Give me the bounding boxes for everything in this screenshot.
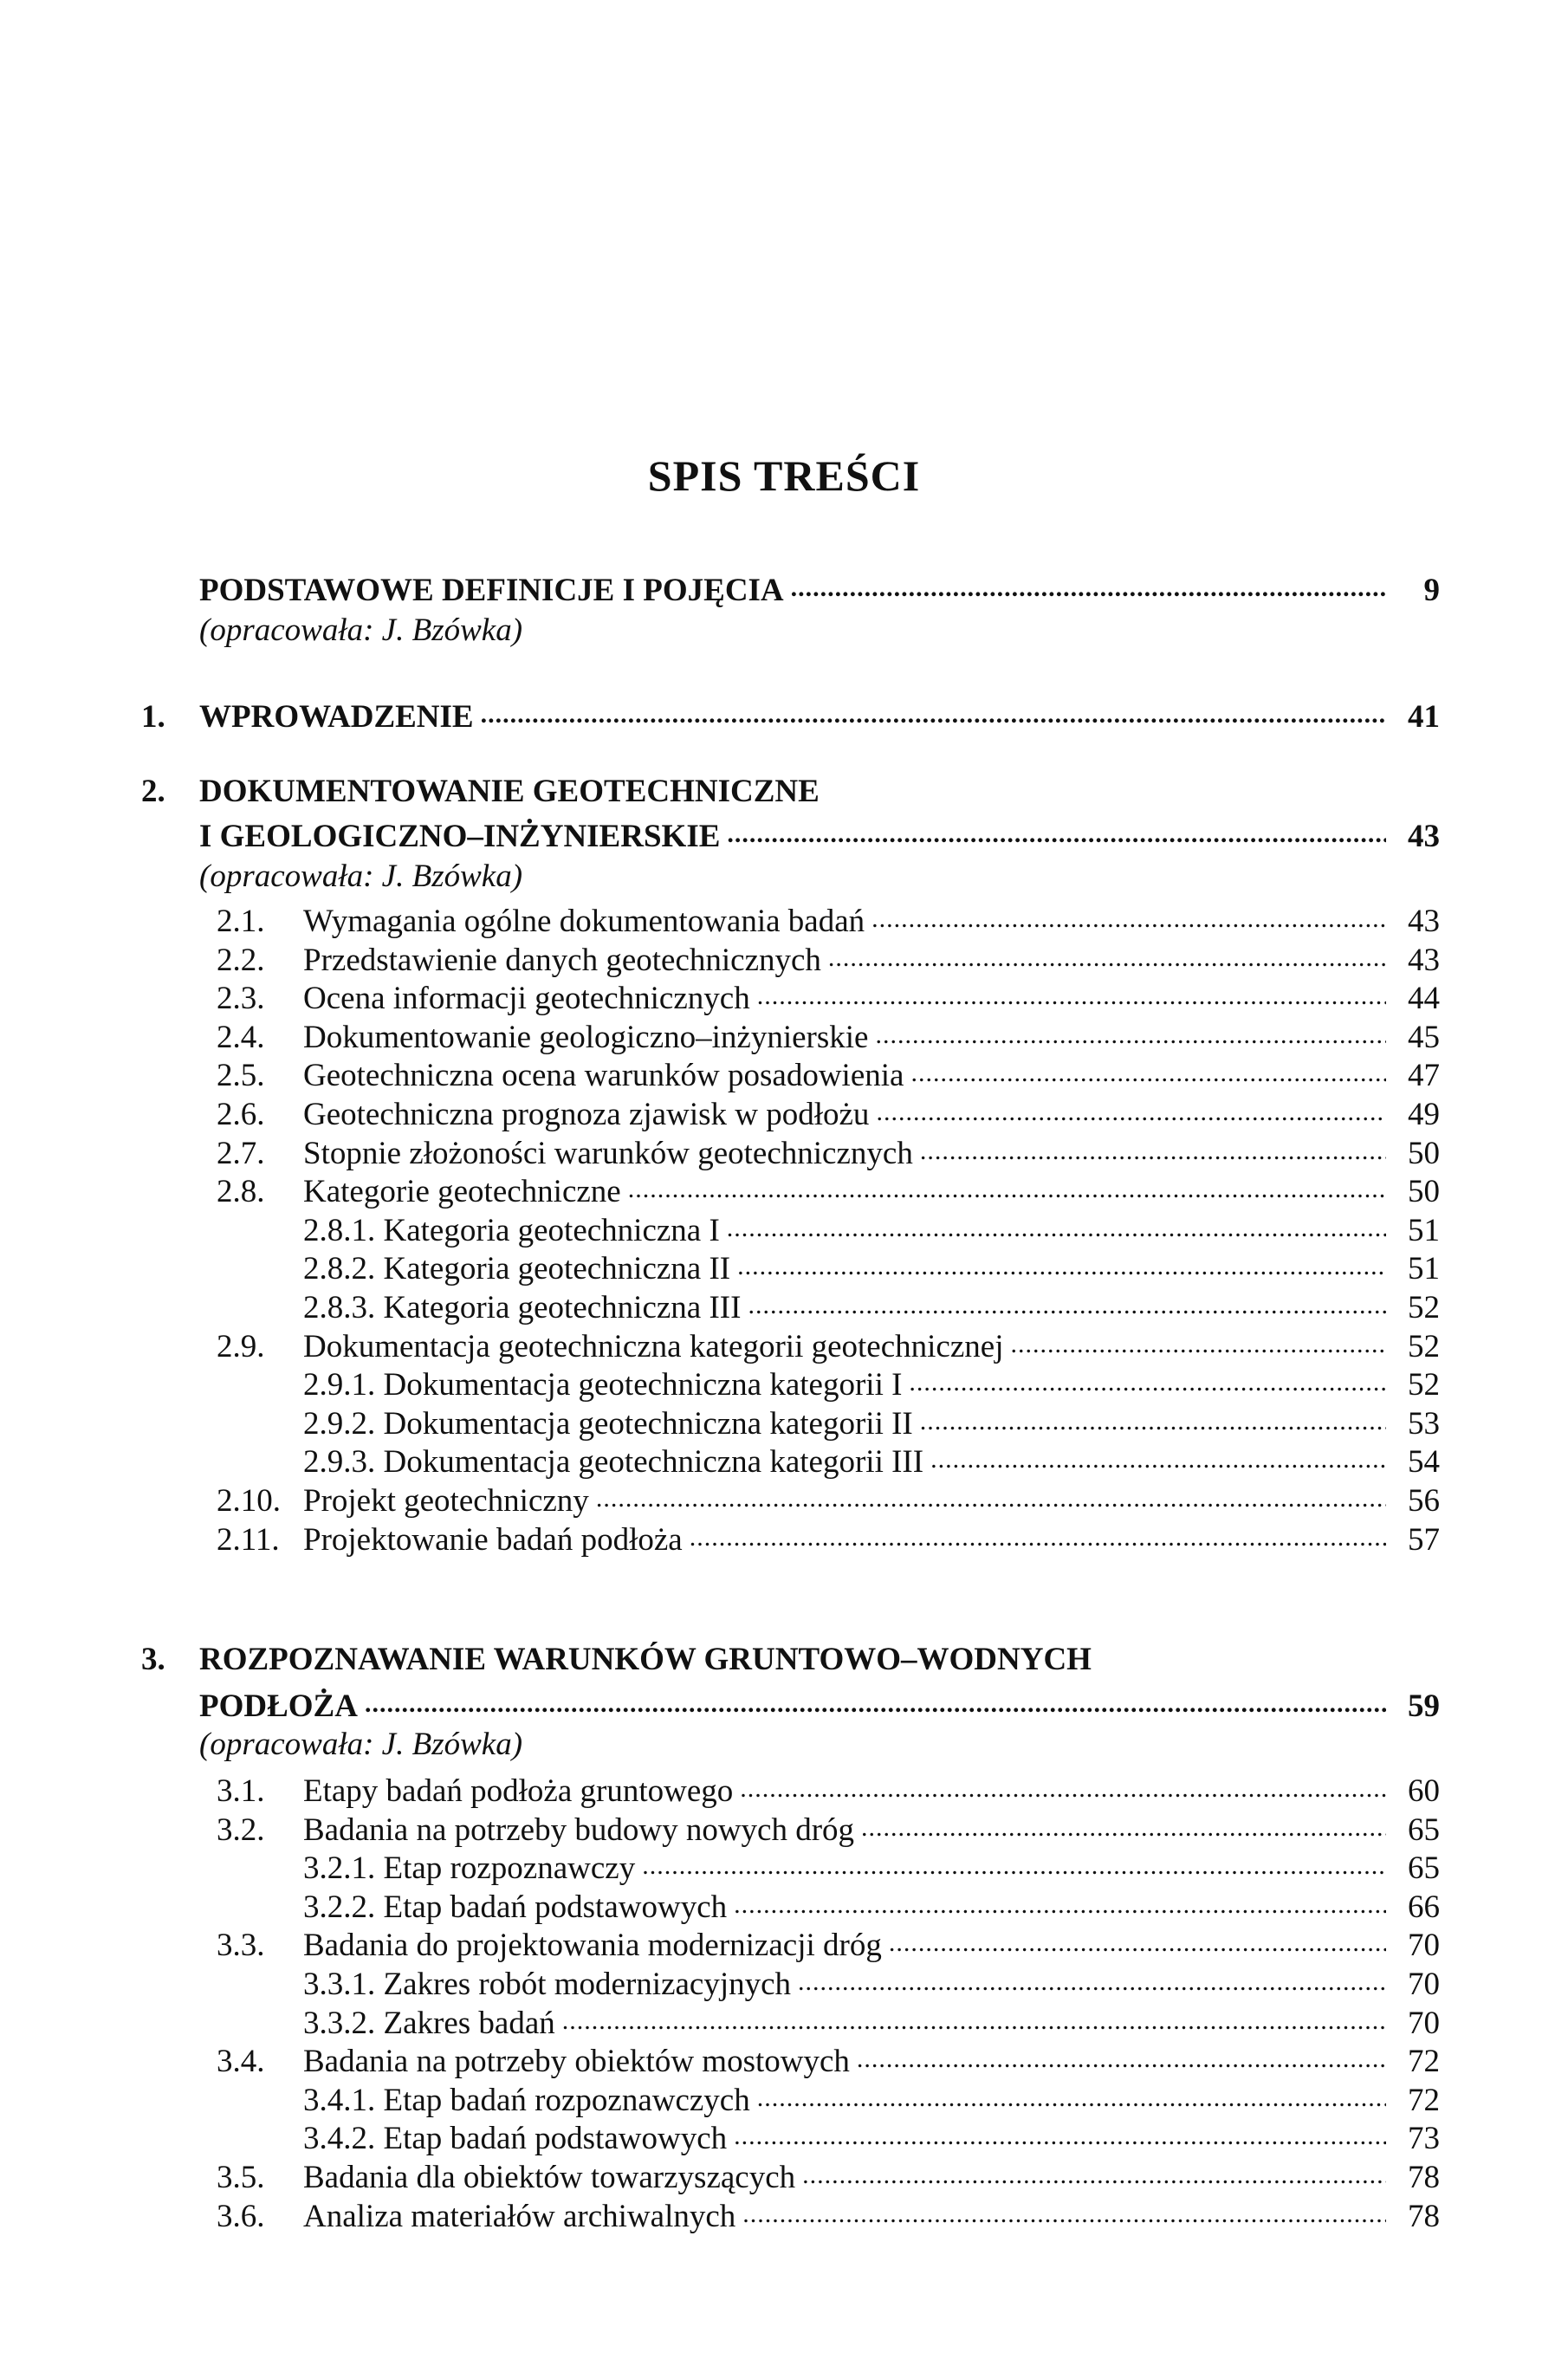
toc-entry-label: Etapy badań podłoża gruntowego [303,1773,734,1809]
toc-entry-number: 3.3. [217,1928,265,1964]
toc-entry[interactable] [303,2189,1440,2233]
toc-page-number: 66 [1408,1889,1440,1925]
toc-page-number: 57 [1408,1521,1440,1558]
toc-entry-number: 2.5. [217,1058,265,1094]
toc-entry-number: 3.4.1. [303,2082,376,2118]
toc-entry[interactable] [303,933,1440,976]
toc-entry-text: Etap badań podstawowych [383,1889,728,1925]
toc-leader-dots [690,1525,1386,1551]
toc-page-number: 52 [1408,1367,1440,1403]
toc-leader-dots [481,702,1386,728]
toc-leader-dots [876,1099,1386,1125]
toc-page-number: 50 [1408,1174,1440,1210]
toc-entry[interactable] [303,1048,1440,1092]
toc-page-number: 49 [1408,1097,1440,1132]
toc-page-number: 72 [1408,2082,1440,2118]
toc-entry-number: 2.8.3. [303,1290,376,1325]
toc-page-number: 47 [1408,1058,1440,1094]
toc-page-number: 54 [1408,1444,1440,1481]
toc-page-number: 43 [1408,819,1440,854]
chapter-title-line: ROZPOZNAWANIE WARUNKÓW GRUNTOWO–WODNYCH [199,1642,1092,1677]
toc-entry-text: Kategoria geotechniczna II [383,1251,731,1287]
toc-page-number: 51 [1408,1212,1440,1248]
toc-entry[interactable] [303,971,1440,1017]
toc-entry[interactable] [303,1996,1440,2039]
toc-leader-dots [791,575,1386,601]
toc-entry[interactable] [303,1841,1440,1887]
toc-entry-definitions[interactable] [199,563,1440,606]
toc-entry-number: 3.3.1. [303,1967,376,2002]
toc-entry[interactable] [303,1164,1440,1208]
toc-entry-text: Etap rozpoznawczy [383,1850,636,1887]
toc-entry-text: Kategoria geotechniczna III [383,1290,742,1325]
toc-leader-dots [737,1254,1386,1280]
toc-entry-text: Dokumentacja geotechniczna kategorii III [383,1444,924,1481]
toc-entry-label: Kategorie geotechniczne [303,1174,621,1210]
toc-entry-label: I GEOLOGICZNO–INŻYNIERSKIE [199,819,721,854]
toc-entry[interactable] [303,1319,1440,1363]
toc-leader-dots [857,2046,1386,2072]
toc-entry[interactable] [303,1957,1440,2000]
toc-entry[interactable] [303,2073,1440,2116]
toc-page-number: 41 [1408,699,1440,735]
toc-page-number: 70 [1408,1967,1440,2002]
toc-leader-dots [727,1215,1386,1241]
toc-entry-number: 3.2. [217,1811,265,1848]
toc-leader-dots [930,1447,1386,1473]
toc-leader-dots [748,1293,1386,1319]
toc-entry[interactable] [303,894,1440,937]
toc-leader-dots [802,2162,1386,2188]
toc-entry[interactable] [303,1764,1440,1807]
toc-entry-label: Stopnie złożoności warunków geotechnicznych [303,1135,913,1171]
toc-entry[interactable] [303,1513,1440,1556]
toc-entry[interactable] [303,1435,1440,1481]
toc-leader-dots [920,1409,1386,1435]
toc-leader-dots [365,1691,1386,1717]
toc-page-number: 60 [1408,1773,1440,1809]
toc-entry-label: WPROWADZENIE [199,699,474,735]
toc-entry[interactable] [303,1474,1440,1517]
toc-entry-number: 3.5. [217,2160,265,2195]
toc-entry-number: 2.9.1. [303,1367,376,1403]
toc-entry-text: Dokumentacja geotechniczna kategorii II [383,1405,913,1442]
toc-entry-number: 3.6. [217,2198,265,2234]
toc-entry-chapter-3[interactable] [199,1679,1440,1722]
toc-entry-number: 2.1. [217,904,265,939]
toc-page-number: 44 [1408,981,1440,1017]
toc-page-number: 73 [1408,2121,1440,2157]
author-note: (opracowała: J. Bzówka) [199,612,523,648]
toc-entry[interactable] [303,2111,1440,2155]
toc-entry-number: 3.2.1. [303,1850,376,1887]
toc-page-number: 56 [1408,1483,1440,1519]
toc-leader-dots [889,1930,1386,1956]
toc-entry-number: 2.9.3. [303,1444,376,1481]
toc-page-number: 72 [1408,2044,1440,2080]
toc-page-number: 51 [1408,1251,1440,1287]
toc-entry[interactable] [303,2034,1440,2080]
toc-page-number: 78 [1408,2198,1440,2234]
chapter-number: 2. [141,774,165,809]
toc-page-number: 78 [1408,2160,1440,2195]
author-note: (opracowała: J. Bzówka) [199,1727,523,1762]
toc-page-number: 43 [1408,904,1440,939]
toc-leader-dots [734,1892,1386,1918]
toc-leader-dots [742,2201,1386,2227]
toc-entry-number: 3.4. [217,2044,265,2080]
toc-entry-label: Projekt geotechniczny [303,1483,589,1519]
toc-entry[interactable] [303,1358,1440,1401]
toc-page-number: 52 [1408,1328,1440,1364]
toc-entry-number: 2.4. [217,1019,265,1055]
toc-leader-dots [734,2123,1386,2149]
chapter-number: 3. [141,1642,165,1677]
toc-entry-number: 2.11. [217,1521,280,1558]
toc-entry-chapter-1[interactable] [199,690,1440,733]
toc-entry-number: 2.8.2. [303,1251,376,1287]
toc-entry[interactable] [303,1280,1440,1324]
toc-entry[interactable] [303,1087,1440,1131]
page-title: SPIS TREŚCI [647,451,921,500]
toc-leader-dots [798,1969,1386,1995]
toc-entry-label: PODŁOŻA [199,1688,358,1724]
toc-entry-text: Etap badań podstawowych [383,2121,728,2157]
toc-entry-text: Kategoria geotechniczna I [383,1212,720,1248]
toc-entry-label: Dokumentacja geotechniczna kategorii geotechnicznej [303,1328,1004,1364]
toc-page-number: 70 [1408,2005,1440,2041]
toc-leader-dots [1010,1332,1386,1358]
toc-entry-label: Badania na potrzeby obiektów mostowych [303,2044,850,2080]
toc-entry-number: 2.7. [217,1135,265,1171]
toc-leader-dots [727,821,1386,847]
toc-entry-label: Badania do projektowania modernizacji dróg [303,1928,882,1964]
toc-leader-dots [642,1853,1386,1879]
toc-entry-text: Etap badań rozpoznawczych [383,2082,750,2118]
toc-leader-dots [861,1815,1386,1841]
toc-page-number: 52 [1408,1290,1440,1325]
toc-entry-label: Badania dla obiektów towarzyszących [303,2160,796,2195]
toc-leader-dots [828,945,1386,971]
toc-leader-dots [562,2008,1386,2034]
toc-entry[interactable] [303,1880,1440,1923]
author-note: (opracowała: J. Bzówka) [199,859,523,894]
toc-entry-text: Dokumentacja geotechniczna kategorii I [383,1367,903,1403]
toc-entry-label: Przedstawienie danych geotechnicznych [303,942,821,978]
toc-entry-label: Geotechniczna prognoza zjawisk w podłożu [303,1097,870,1132]
toc-entry-number: 2.2. [217,942,265,978]
toc-entry[interactable] [303,1918,1440,1964]
toc-entry-label: Wymagania ogólne dokumentowania badań [303,904,865,939]
toc-page-number: 50 [1408,1135,1440,1171]
toc-leader-dots [910,1060,1386,1086]
toc-entry-number: 2.8. [217,1174,265,1210]
toc-entry[interactable] [303,1203,1440,1247]
toc-page-number: 70 [1408,1928,1440,1964]
toc-entry-label: Ocena informacji geotechnicznych [303,981,750,1017]
toc-entry-number: 2.9.2. [303,1405,376,1442]
toc-entry-text: Zakres robót modernizacyjnych [383,1967,792,2002]
toc-page-number: 59 [1408,1688,1440,1724]
toc-entry-number: 3.3.2. [303,2005,376,2041]
toc-entry-number: 2.3. [217,981,265,1017]
toc-page-number: 53 [1408,1405,1440,1442]
toc-entry-label: PODSTAWOWE DEFINICJE I POJĘCIA [199,573,784,608]
toc-leader-dots [871,906,1386,932]
toc-entry[interactable] [303,1126,1440,1170]
toc-entry-label: Geotechniczna ocena warunków posadowienia [303,1058,904,1094]
toc-entry-label: Analiza materiałów archiwalnych [303,2198,736,2234]
toc-entry[interactable] [303,1397,1440,1440]
toc-entry-text: Zakres badań [383,2005,555,2041]
toc-entry[interactable] [303,1803,1440,1846]
toc-page-number: 45 [1408,1019,1440,1055]
toc-page-number: 65 [1408,1811,1440,1848]
toc-entry[interactable] [303,2150,1440,2194]
toc-leader-dots [920,1138,1386,1164]
toc-entry-label: Dokumentowanie geologiczno–inżynierskie [303,1019,869,1055]
toc-entry-number: 3.4.2. [303,2121,376,2157]
toc-leader-dots [757,983,1386,1009]
toc-leader-dots [740,1776,1386,1802]
toc-entry-number: 3.1. [217,1773,265,1809]
toc-leader-dots [628,1176,1386,1202]
toc-entry-label: Projektowanie badań podłoża [303,1521,683,1558]
toc-entry-number: 2.6. [217,1097,265,1132]
toc-entry[interactable] [303,1010,1440,1053]
toc-leader-dots [757,2085,1386,2111]
chapter-title-line: DOKUMENTOWANIE GEOTECHNICZNE [199,774,820,809]
toc-page-number: 9 [1423,573,1440,608]
toc-leader-dots [596,1486,1386,1512]
toc-entry-chapter-2[interactable] [199,809,1440,852]
chapter-number: 1. [141,699,165,735]
toc-leader-dots [875,1022,1386,1048]
toc-page-number: 65 [1408,1850,1440,1887]
toc-leader-dots [909,1370,1386,1396]
toc-entry-number: 2.8.1. [303,1212,376,1248]
toc-entry[interactable] [303,1241,1440,1285]
toc-entry-label: Badania na potrzeby budowy nowych dróg [303,1811,855,1848]
toc-entry-number: 3.2.2. [303,1889,376,1925]
toc-entry-number: 2.9. [217,1328,265,1364]
toc-entry-number: 2.10. [217,1483,281,1519]
toc-page-number: 43 [1408,942,1440,978]
